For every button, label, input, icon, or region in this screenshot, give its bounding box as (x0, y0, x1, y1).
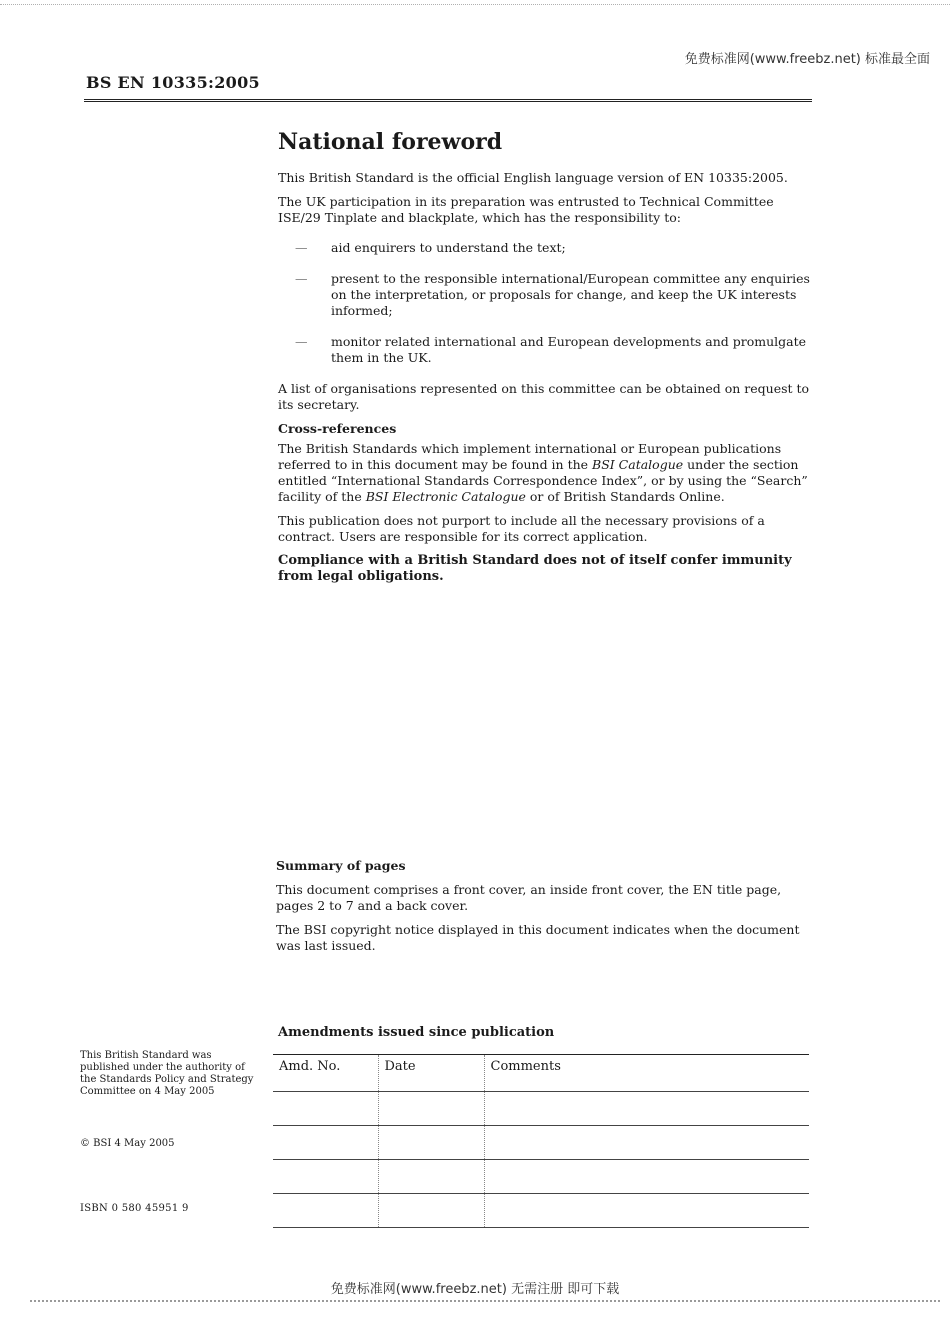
summary-para-2: The BSI copyright notice displayed in this document indicates when the document was last issued. (276, 922, 800, 953)
page-title: National foreword (278, 129, 503, 155)
bsi-electronic-catalogue-ref: BSI Electronic Catalogue (365, 489, 526, 504)
watermark-bottom: 免费标准网(www.freebz.net) 无需注册 即可下载 (330, 1282, 620, 1297)
list-item: — monitor related international and European developments and promulgate them in the UK. (295, 334, 806, 365)
summary-of-pages (276, 858, 816, 962)
foreword-para-3: A list of organisations represented on this committee can be obtained on request to its secretary. (278, 381, 810, 412)
list-item: — present to the responsible international/European committee any enquiries on the interpretation, or proposals for change, and keep the UK interests informed; (295, 271, 810, 318)
amendments-title: Amendments issued since publication (278, 1025, 555, 1040)
bottom-edge-line (30, 1300, 940, 1302)
dash-bullet: — (295, 334, 308, 349)
foreword-para-2: The UK participation in its preparation was entrusted to Technical Committee ISE/29 Tinplate and blackplate, which has the responsibility to: (278, 194, 774, 225)
table-row (273, 1126, 809, 1160)
responsibility-list (278, 240, 813, 366)
summary-heading: Summary of pages (276, 858, 406, 873)
compliance-statement: Compliance with a British Standard does not of itself confer immunity from legal obligations. (278, 553, 792, 584)
table-row (273, 1160, 809, 1194)
amendments-table (273, 1054, 809, 1228)
bsi-catalogue-ref: BSI Catalogue (592, 457, 684, 472)
table-row (273, 1194, 809, 1228)
isbn: ISBN 0 580 45951 9 (80, 1203, 189, 1214)
national-foreword (278, 128, 813, 593)
foreword-para-4: This publication does not purport to include all the necessary provisions of a contract. Users are responsible for its correct application. (278, 513, 765, 544)
column-header-comments: Comments (484, 1055, 809, 1092)
cross-references-heading: Cross-references (278, 421, 397, 436)
copyright-notice: © BSI 4 May 2005 (80, 1138, 175, 1149)
column-header-date: Date (378, 1055, 484, 1092)
publication-note: This British Standard was published under the authority of the Standards Policy and Strategy Committee on 4 May 2005 (80, 1050, 254, 1097)
foreword-para-1: This British Standard is the official English language version of EN 10335:2005. (278, 170, 788, 185)
dash-bullet: — (295, 271, 308, 286)
table-row (273, 1092, 809, 1126)
standard-number: BS EN 10335:2005 (86, 73, 260, 92)
table-header-row (273, 1055, 809, 1092)
top-edge-line (0, 4, 950, 5)
cross-references-text: The British Standards which implement international or European publications referred to in this document may be found in the BSI Catalogue under the section entitled “International Standards Correspondence Index”, or by using the “Search” facility of the BSI Electronic Catalogue or of British Standards Online. (278, 441, 808, 504)
list-item: — aid enquirers to understand the text; (295, 240, 566, 255)
column-header-amd-no: Amd. No. (273, 1055, 378, 1092)
dash-bullet: — (295, 240, 308, 255)
watermark-top: 免费标准网(www.freebz.net) 标准最全面 (684, 52, 930, 67)
header-rule (84, 99, 812, 102)
summary-para-1: This document comprises a front cover, an inside front cover, the EN title page, pages 2 to 7 and a back cover. (276, 882, 782, 913)
